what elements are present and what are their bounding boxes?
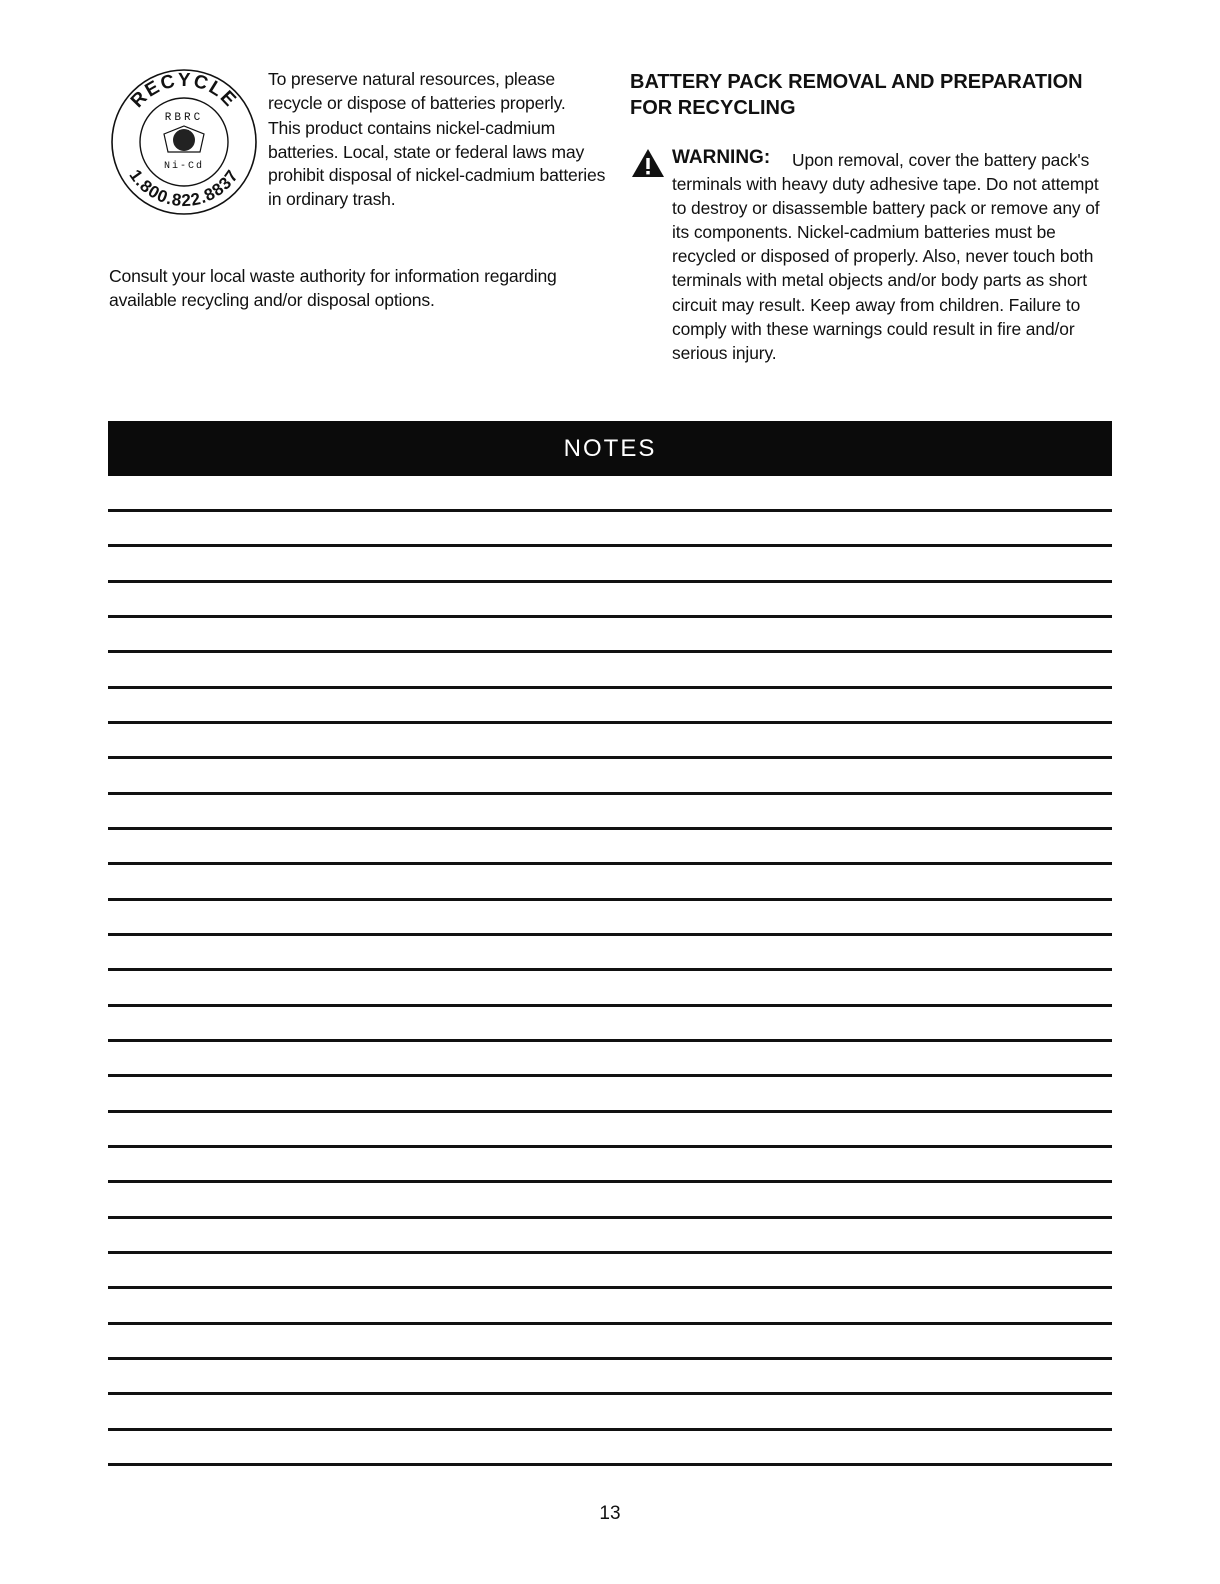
note-line xyxy=(108,509,1112,512)
note-line xyxy=(108,1286,1112,1289)
note-line xyxy=(108,1110,1112,1113)
note-line xyxy=(108,1251,1112,1254)
svg-text:1.800.822.8837 xyxy=(126,166,243,210)
note-line xyxy=(108,1004,1112,1007)
note-line xyxy=(108,898,1112,901)
note-line xyxy=(108,1039,1112,1042)
note-line xyxy=(108,1463,1112,1466)
seal-phone-text: 1.800.822.8837 xyxy=(125,166,243,211)
warning-triangle-icon xyxy=(630,147,666,179)
note-line xyxy=(108,1145,1112,1148)
note-line xyxy=(108,827,1112,830)
page-number: 13 xyxy=(599,1503,621,1524)
note-line xyxy=(108,1216,1112,1219)
seal-org-text: RBRC xyxy=(164,112,204,124)
note-line xyxy=(108,756,1112,759)
note-line xyxy=(108,580,1112,583)
note-line xyxy=(108,1074,1112,1077)
seal-chemistry-text: Ni-Cd xyxy=(163,161,205,172)
recycle-notice-line1: To preserve natural resources, please recycle or dispose of batteries properly. xyxy=(268,69,566,113)
note-line xyxy=(108,933,1112,936)
recycle-notice xyxy=(268,68,608,212)
svg-text:RECYCLE xyxy=(127,70,241,112)
note-line xyxy=(108,615,1112,618)
warning-body: Upon removal, cover the battery pack's terminals with heavy duty adhesive tape. Do not attempt to destroy or disassemble battery pack or remove any of its components. Nickel-cadmium batteries must be recycled or disposed of properly. Also, never touch both terminals with metal objects and/or body parts as short circuit may result. Keep away from children. Failure to comply with these warnings could result in fire and/or serious injury. xyxy=(672,150,1100,363)
note-line xyxy=(108,544,1112,547)
rbrc-recycle-seal xyxy=(106,68,262,216)
note-line xyxy=(108,1180,1112,1183)
consult-authority-text: Consult your local waste authority for information regarding available recycling and/or disposal options. xyxy=(109,266,557,310)
note-line xyxy=(108,862,1112,865)
note-line xyxy=(108,686,1112,689)
note-line xyxy=(108,1392,1112,1395)
note-line xyxy=(108,792,1112,795)
notes-banner xyxy=(108,421,1112,476)
notes-title: NOTES xyxy=(563,435,657,462)
seal-top-text: RECYCLE xyxy=(126,69,242,113)
recycle-arrows-icon xyxy=(164,126,204,152)
note-line xyxy=(108,1322,1112,1325)
battery-section-heading: BATTERY PACK REMOVAL AND PREPARATION FOR RECYCLING xyxy=(630,71,1083,119)
note-line xyxy=(108,968,1112,971)
note-line xyxy=(108,650,1112,653)
recycle-notice-line2: This product contains nickel-cadmium batteries. Local, state or federal laws may prohibit disposal of nickel-cadmium batteries in ordinary trash. xyxy=(268,118,606,209)
warning-label: WARNING: xyxy=(672,147,771,168)
note-line xyxy=(108,721,1112,724)
note-line xyxy=(108,1428,1112,1431)
note-line xyxy=(108,1357,1112,1360)
